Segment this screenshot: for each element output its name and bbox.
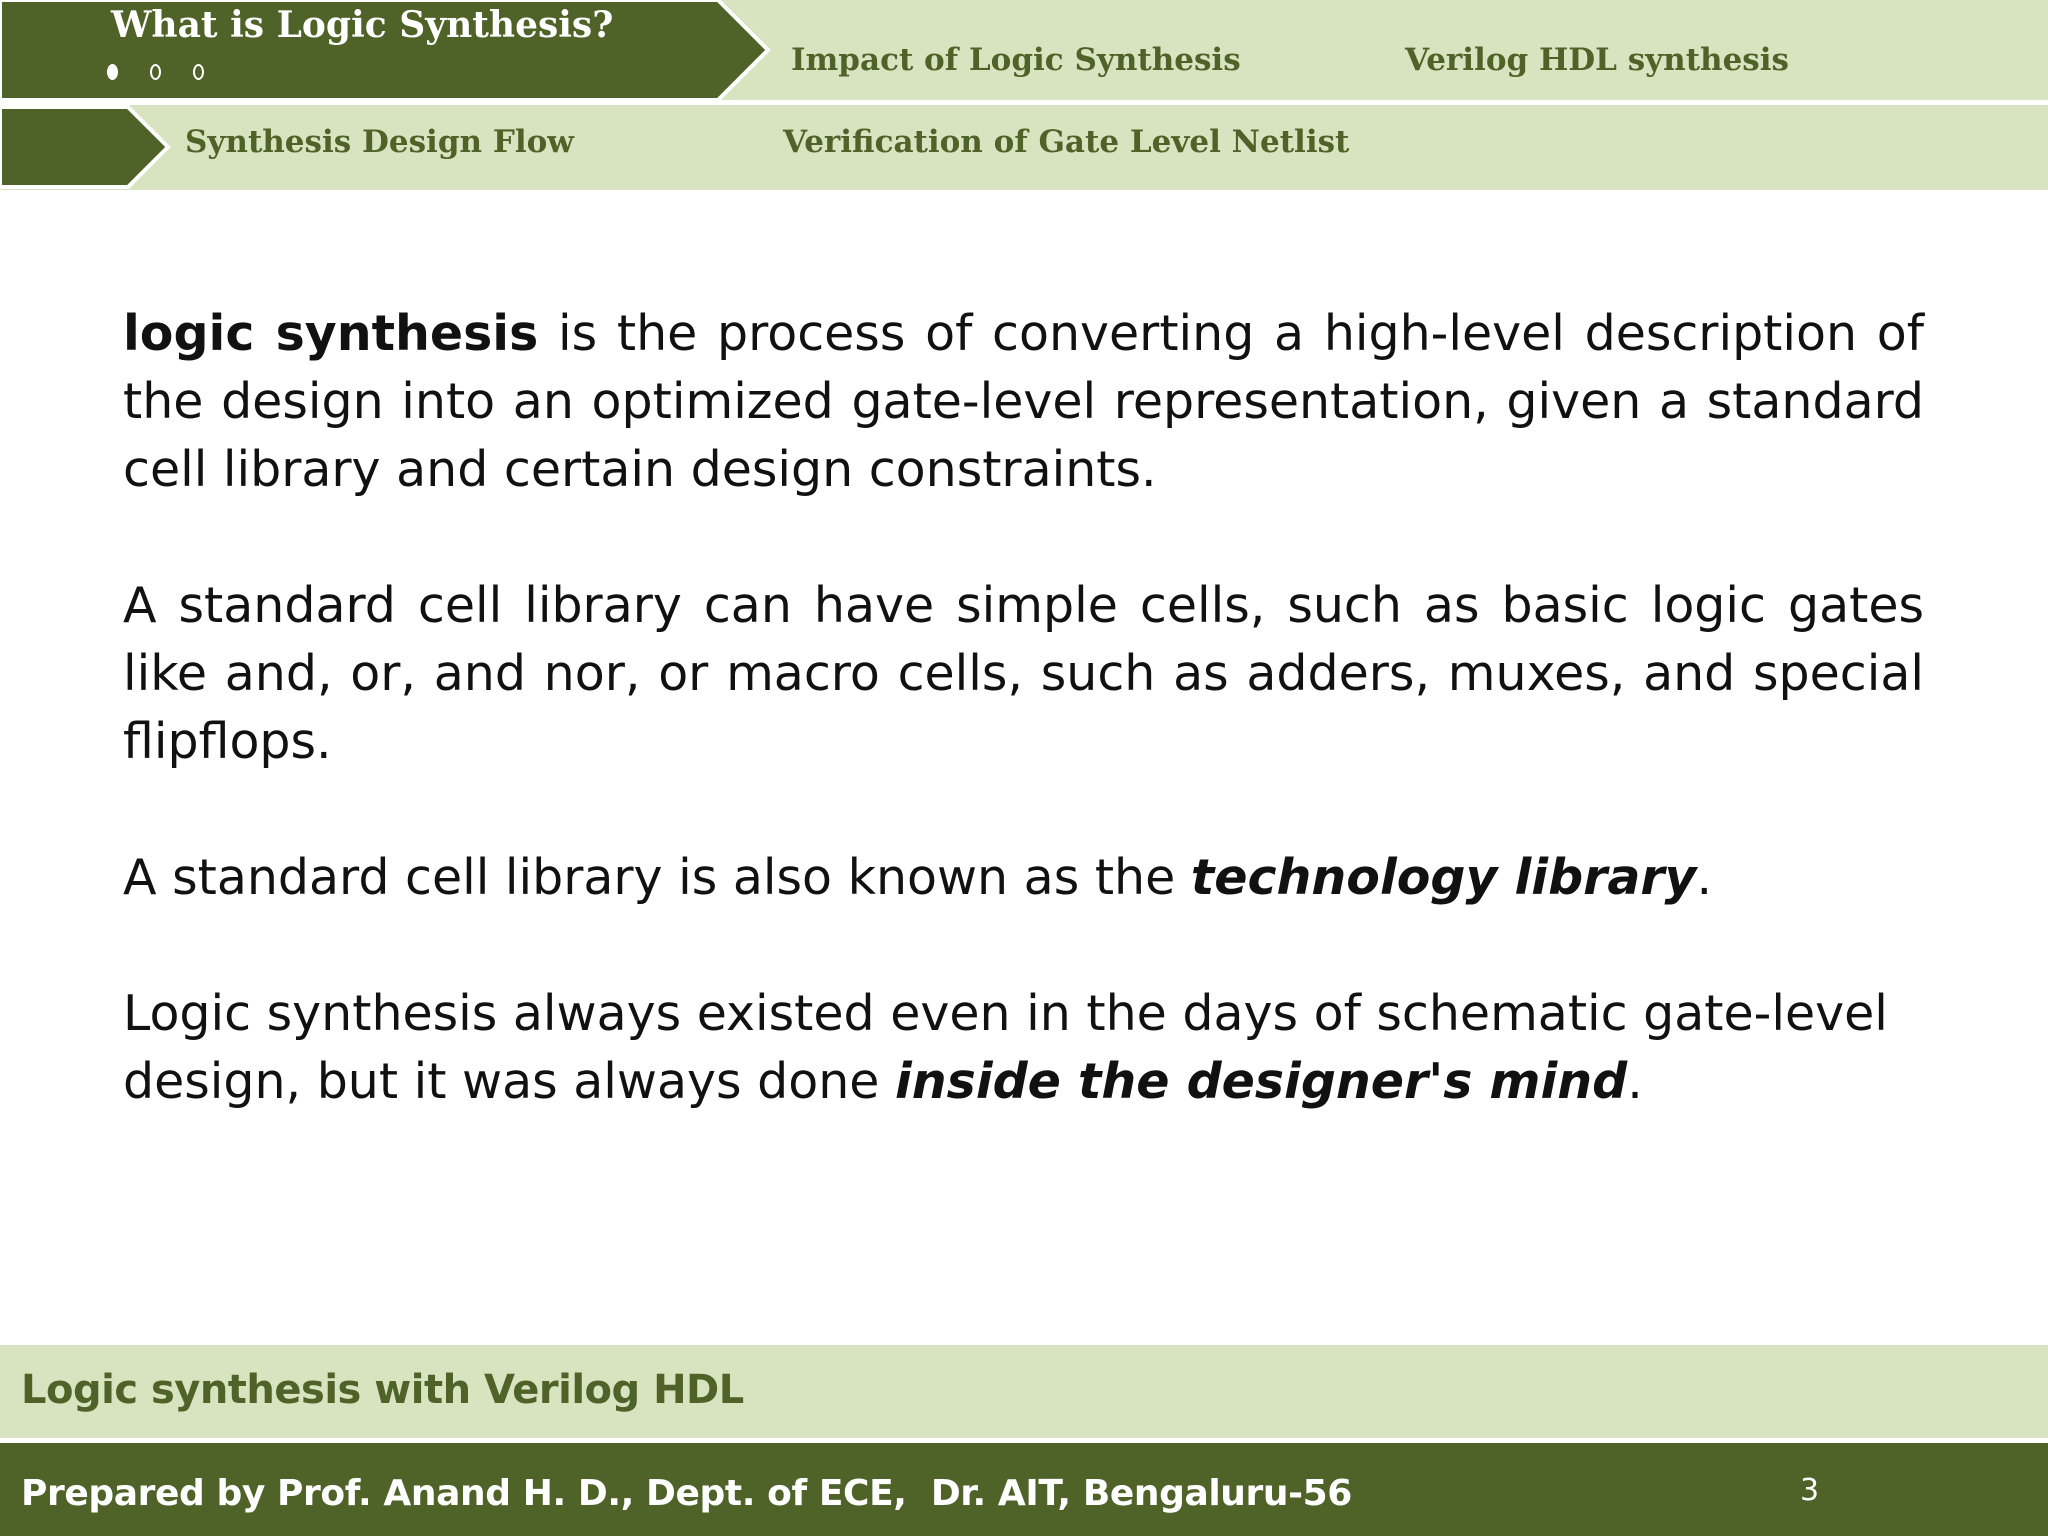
page-number: 3 xyxy=(1800,1473,1820,1508)
slide-indicator xyxy=(107,64,228,80)
footer-title-bar xyxy=(0,1345,2048,1438)
slide-body xyxy=(123,300,1924,1184)
term-technology-library: technology library xyxy=(1190,849,1697,906)
footer-credit: Prepared by Prof. Anand H. D., Dept. of ECE, Dr. AIT, Bengaluru-56 xyxy=(21,1473,1352,1514)
slide-dot-3[interactable] xyxy=(193,64,204,80)
technology-library-end: . xyxy=(1696,849,1713,906)
definition-text: is the process of converting a high-level description of the design into an optimized gate-level representation, given a standard cell library and certain design constraints. xyxy=(123,305,1924,498)
nav-link-verification-netlist[interactable]: Verification of Gate Level Netlist xyxy=(783,124,1350,160)
term-designers-mind: inside the designer's mind xyxy=(894,1053,1628,1110)
paragraph-history xyxy=(123,980,1924,1116)
history-lead: Logic synthesis always existed even in the days of schematic gate-level design, but it was always done xyxy=(123,985,1888,1110)
nav-active-section[interactable]: What is Logic Synthesis? xyxy=(111,4,614,46)
nav-link-impact[interactable]: Impact of Logic Synthesis xyxy=(791,42,1241,78)
footer-course-title: Logic synthesis with Verilog HDL xyxy=(21,1367,744,1413)
nav-link-synthesis-design-flow[interactable]: Synthesis Design Flow xyxy=(185,124,574,160)
slide-dot-1[interactable] xyxy=(107,64,118,80)
slide-dot-2[interactable] xyxy=(150,64,161,80)
paragraph-technology-library xyxy=(123,844,1924,912)
term-logic-synthesis: logic synthesis xyxy=(123,305,539,362)
paragraph-definition xyxy=(123,300,1924,504)
section-navigation-bar xyxy=(0,0,2048,190)
history-end: . xyxy=(1627,1053,1643,1110)
nav-link-verilog-hdl-synthesis[interactable]: Verilog HDL synthesis xyxy=(1405,42,1789,78)
second-row-arrow xyxy=(0,107,168,187)
technology-library-lead: A standard cell library is also known as the xyxy=(123,849,1191,906)
paragraph-cell-library: A standard cell library can have simple cells, such as basic logic gates like and, or, and nor, or macro cells, such as adders, muxes, and special flipflops. xyxy=(123,577,1924,770)
footer-credit-bar xyxy=(0,1443,2048,1536)
